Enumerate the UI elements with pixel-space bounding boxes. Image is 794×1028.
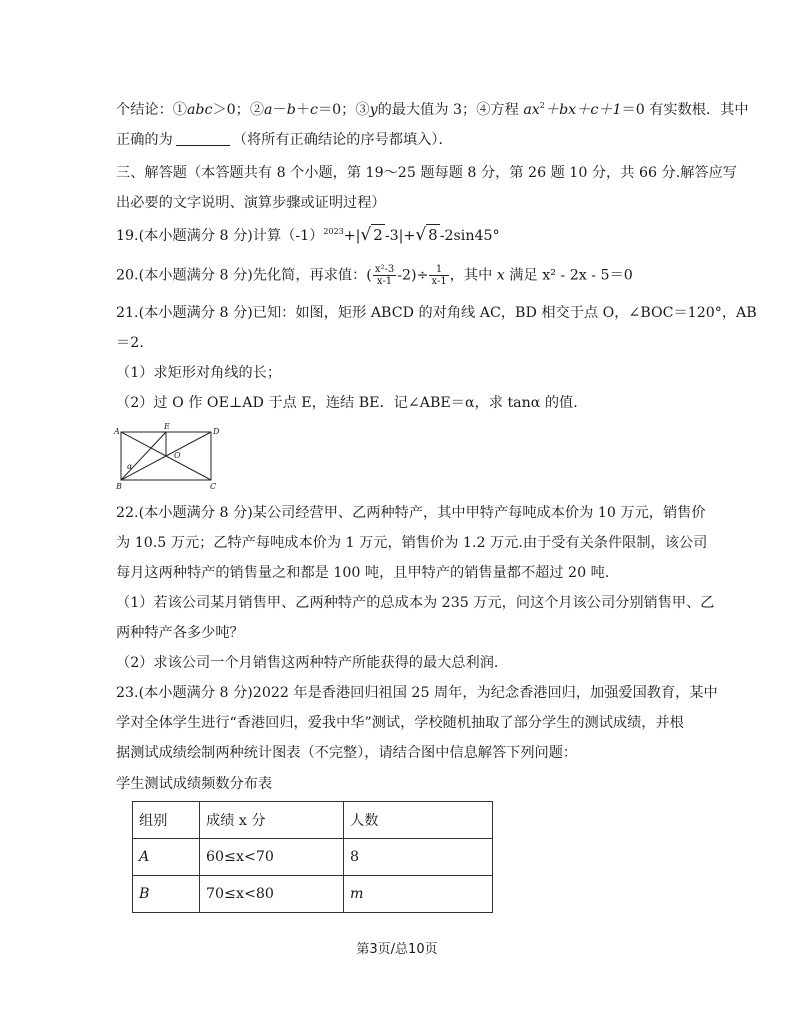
- table-cell: B: [133, 876, 200, 913]
- question-21-part-1: （1）求矩形对角线的长；: [116, 365, 282, 381]
- question-22-cont-2: 每月这两种特产的销售量之和都是 100 吨，且甲特产的销售量都不超过 20 吨.: [116, 565, 610, 581]
- question-22-part-1-cont: 两种特产各多少吨？: [116, 625, 244, 641]
- label-a: A: [114, 427, 120, 436]
- label-d: D: [213, 427, 220, 436]
- question-23-cont-2: 据测试成绩绘制两种统计图表（不完整），请结合图中信息解答下列问题：: [116, 745, 578, 761]
- question-20: 20.(本小题满分 8 分)先化简，再求值：( $\frac{\text{x²-3}}{x-1}$ -2)÷ $\frac{1}{x-1}$ ，其中 x 满足 x² - 2x - 5＝0: [116, 264, 633, 287]
- question-23-cont-1: 学对全体学生进行“香港回归，爱我中华”测试，学校随机抽取了部分学生的测试成绩，并根: [116, 715, 684, 731]
- label-b: B: [116, 482, 122, 491]
- table-cell: 60≤x<70: [200, 839, 344, 876]
- question-21-part-2: （2）过 O 作 OE⊥AD 于点 E，连结 BE．记∠ABE＝α，求 tanα 的值.: [116, 395, 578, 411]
- question-22-cont-1: 为 10.5 万元；乙特产每吨成本价为 1 万元，销售价为 1.2 万元.由于受有关条件限制，该公司: [116, 535, 708, 551]
- answer-blank: [176, 133, 230, 146]
- question-22-part-1: （1）若该公司某月销售甲、乙两种特产的总成本为 235 万元，问这个月该公司分别销售甲、乙: [116, 595, 715, 611]
- table-header: 成绩 x 分: [200, 802, 344, 839]
- table-cell: 70≤x<80: [200, 876, 344, 913]
- q18-answer-line: 正确的为 （将所有正确结论的序号都填入）．: [116, 132, 453, 148]
- frequency-table-title: 学生测试成绩频数分布表: [116, 776, 273, 792]
- question-21: 21.(本小题满分 8 分)已知：如图，矩形 ABCD 的对角线 AC，BD 相交于点 O，∠BOC＝120°，AB: [116, 305, 757, 321]
- section-3-heading-cont: 出必要的文字说明、演算步骤或证明过程）: [116, 195, 386, 211]
- label-alpha: α: [127, 462, 133, 471]
- question-22-part-2: （2）求该公司一个月销售这两种特产所能获得的最大总利润.: [116, 655, 499, 671]
- page-footer: 第3页/总10页: [356, 942, 438, 957]
- label-c: C: [210, 482, 217, 491]
- table-row: [133, 876, 493, 913]
- table-header: 组别: [133, 802, 200, 839]
- table-row: [133, 839, 493, 876]
- question-23: 23.(本小题满分 8 分)2022 年是香港回归祖国 25 周年，为纪念香港回归，加强爱国教育，某中: [116, 685, 718, 701]
- question-21-cont: ＝2.: [116, 335, 144, 351]
- section-3-heading: 三、解答题（本答题共有 8 个小题，第 19～25 题每题 8 分，第 26 题 10 分，共 66 分.解答应写: [116, 165, 737, 181]
- table-cell: A: [133, 839, 200, 876]
- rectangle-figure: [112, 422, 222, 492]
- question-19: 19.(本小题满分 8 分)计算$(-1)^{2023}+|√$ 2 -3|+√ 8 -2sin45°: [116, 225, 500, 245]
- frequency-table: [132, 801, 493, 913]
- label-o: O: [174, 451, 181, 460]
- question-22: 22.(本小题满分 8 分)某公司经营甲、乙两种特产，其中甲特产每吨成本价为 10 万元，销售价: [116, 505, 706, 521]
- segment-be: [121, 432, 166, 480]
- q18-conclusions-line: 个结论：①abc＞0；②a－b＋c＝0；③y的最大值为 3；④方程 $ax^2+bx+c+1=0$ 有实数根．其中: [116, 101, 749, 118]
- table-header: 人数: [344, 802, 493, 839]
- label-e: E: [164, 422, 170, 431]
- table-header-row: [133, 802, 493, 839]
- table-cell: m: [344, 876, 493, 913]
- table-cell: 8: [344, 839, 493, 876]
